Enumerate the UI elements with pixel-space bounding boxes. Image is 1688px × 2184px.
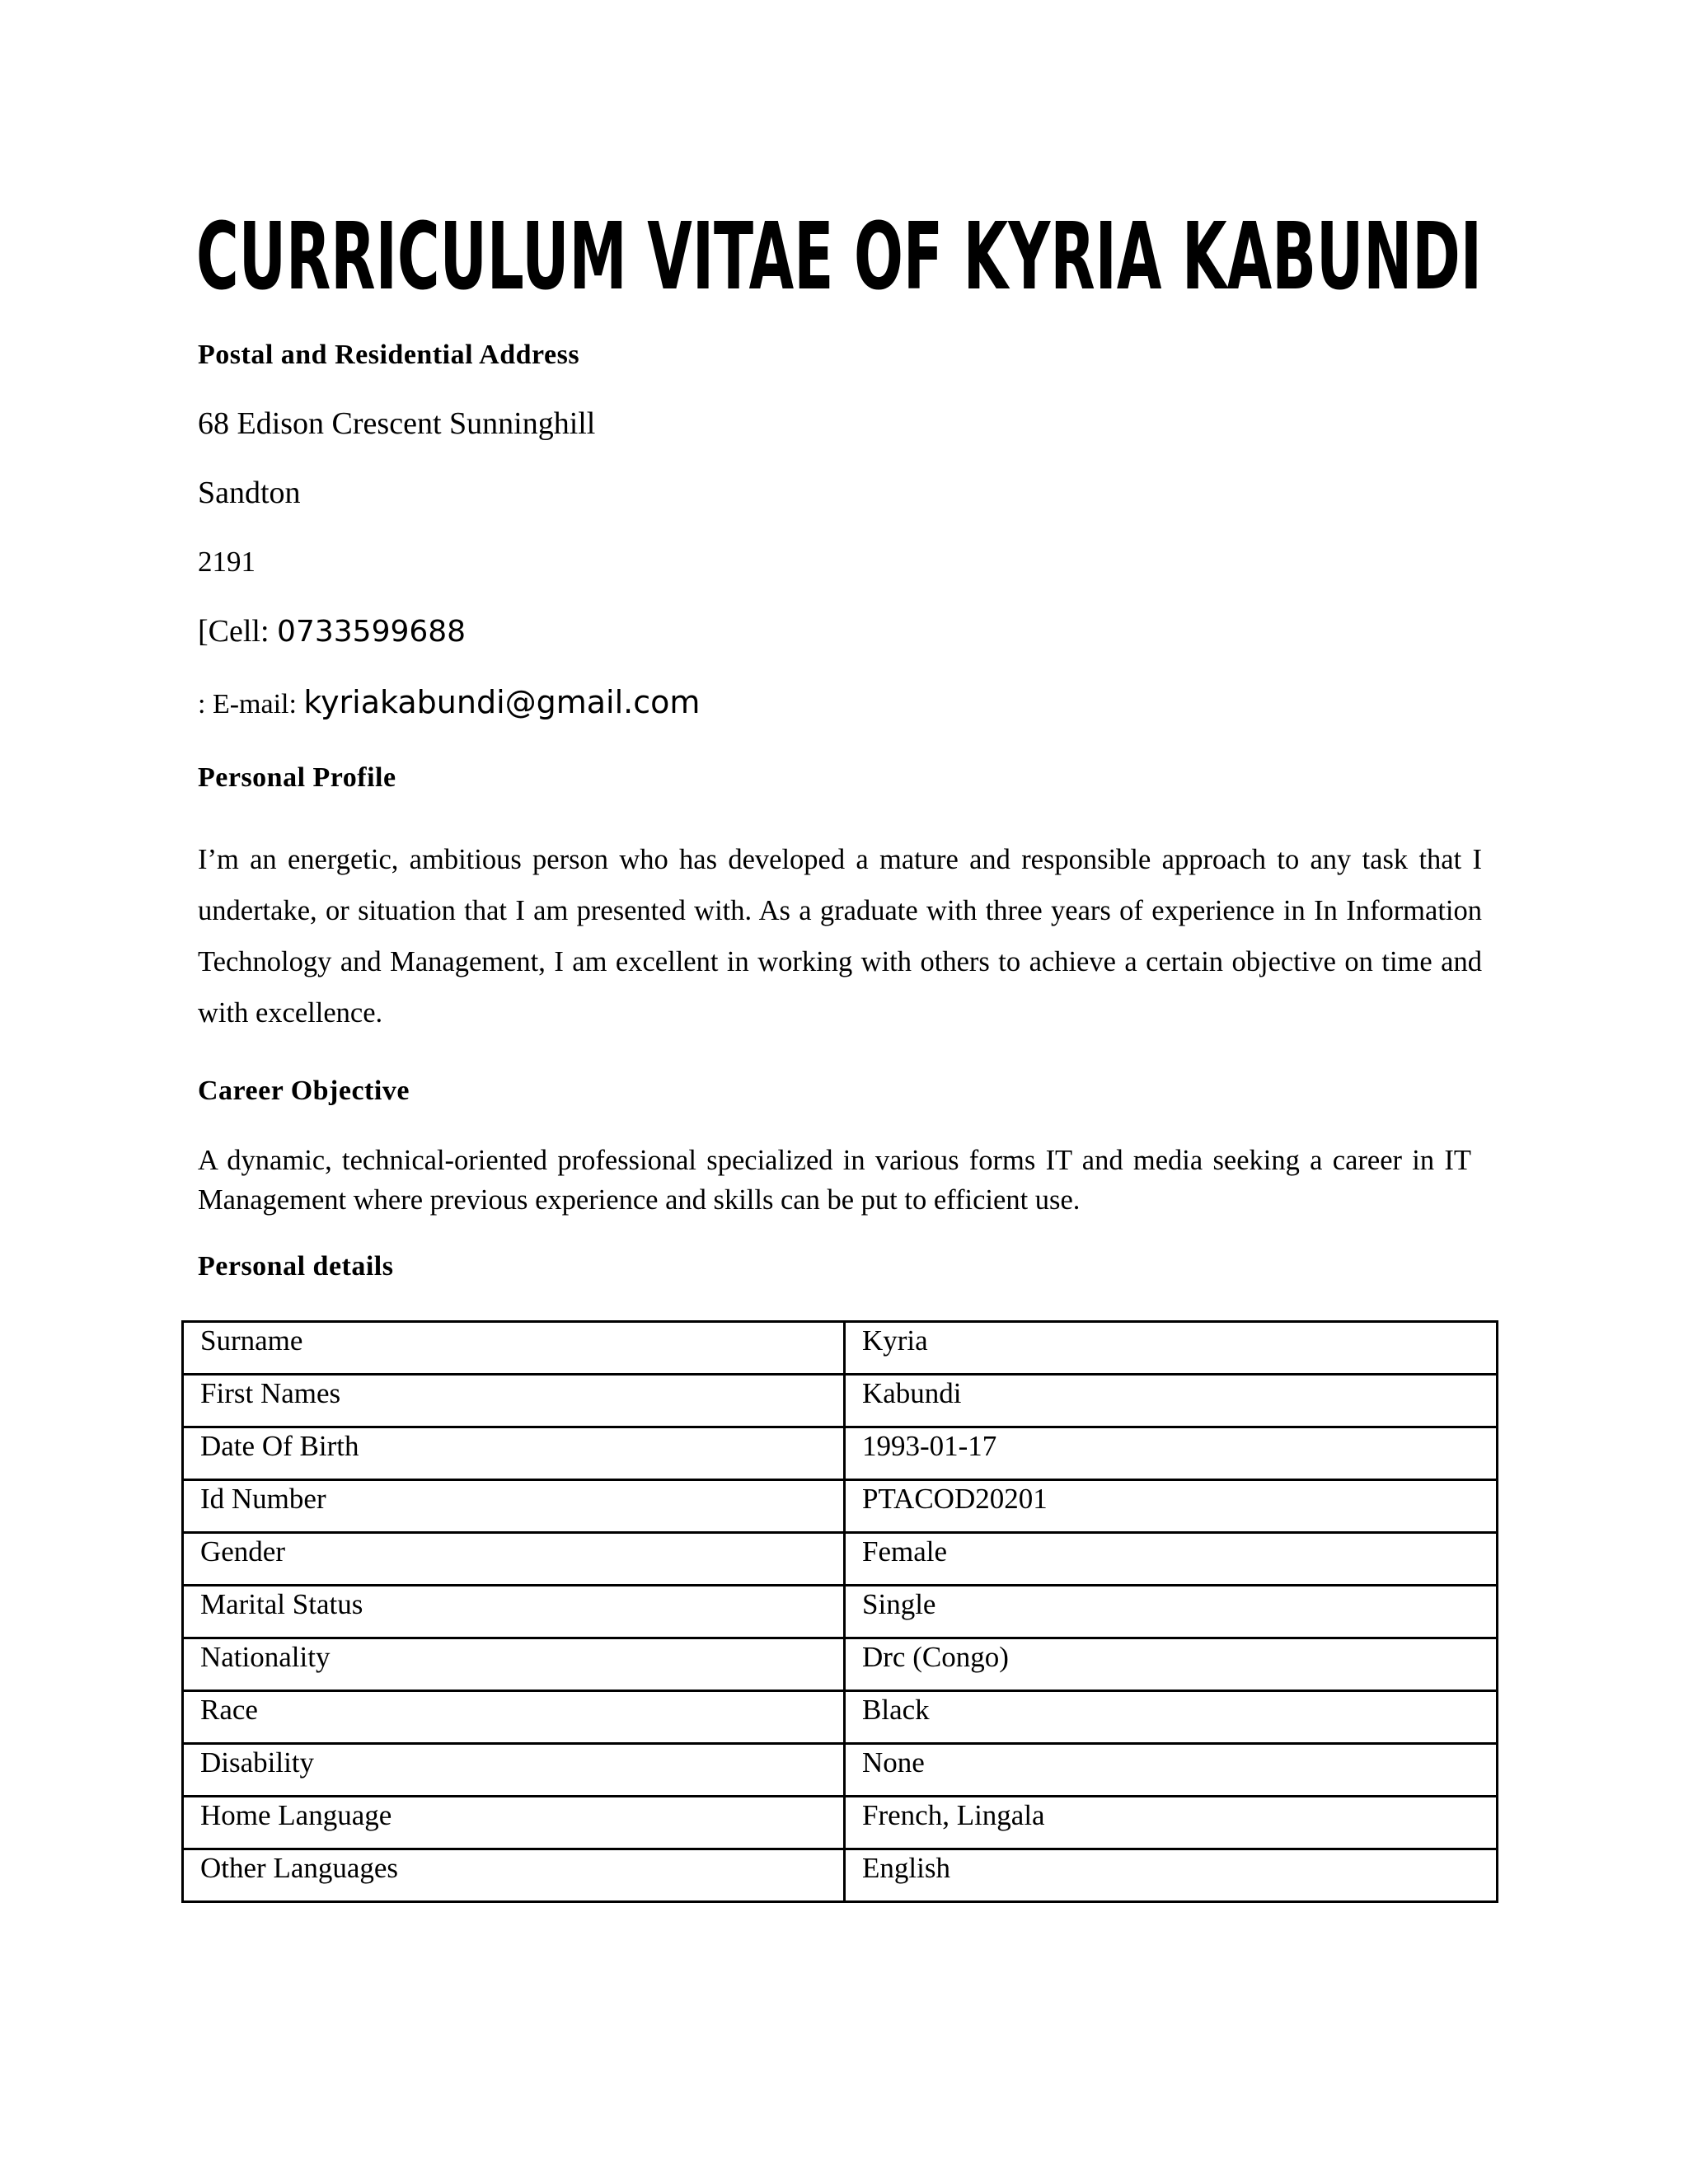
objective-text: A dynamic, technical-oriented professional specialized in various forms IT and media seeking a career in IT Management where previous experience and skills can be put to efficient use. [198,1145,1471,1216]
cv-title-art [196,191,1482,315]
cell-line [198,613,466,649]
details-value: Kyria [845,1322,1498,1375]
details-value: French, Lingala [845,1797,1498,1849]
details-row [183,1480,1498,1533]
details-row [183,1586,1498,1638]
details-heading: Personal details [198,1251,394,1282]
address-street: 68 Edison Crescent Sunninghill [198,406,596,441]
details-value: 1993-01-17 [845,1427,1498,1480]
details-row [183,1638,1498,1691]
details-label: Gender [183,1533,845,1586]
email-line [198,684,700,720]
cv-title-text: CURRICULUM VITAE OF KYRIA KABUNDI [196,204,1482,311]
details-label: Surname [183,1322,845,1375]
details-value: Female [845,1533,1498,1586]
address-heading: Postal and Residential Address [198,340,580,370]
details-row [183,1744,1498,1797]
personal-details-table [181,1320,1498,1903]
details-value: English [845,1849,1498,1902]
details-row [183,1375,1498,1427]
email-label: : E-mail: [198,689,304,719]
details-value: Black [845,1691,1498,1744]
profile-heading: Personal Profile [198,762,396,793]
details-label: Id Number [183,1480,845,1533]
details-label: Disability [183,1744,845,1797]
details-row [183,1533,1498,1586]
details-row [183,1797,1498,1849]
email-address: kyriakabundi@gmail.com [303,684,701,720]
profile-text: I’m an energetic, ambitious person who has developed a mature and responsible approach to any task that I undertake, or situation that I am presented with. As a graduate with three years of experience in In Information Technology and Management, I am excellent in working with others to achieve a certain objective on time and with excellence. [198,844,1482,1029]
cv-title [196,191,1482,315]
details-label: Home Language [183,1797,845,1849]
personal-details-body [183,1322,1498,1902]
address-postal-code: 2191 [198,546,256,578]
details-value: Drc (Congo) [845,1638,1498,1691]
details-row [183,1849,1498,1902]
details-value: Single [845,1586,1498,1638]
details-row [183,1427,1498,1480]
details-label: First Names [183,1375,845,1427]
details-label: Race [183,1691,845,1744]
details-label: Marital Status [183,1586,845,1638]
objective-heading: Career Objective [198,1076,410,1106]
details-label: Date Of Birth [183,1427,845,1480]
details-row [183,1322,1498,1375]
address-city: Sandton [198,476,301,510]
cell-label: [Cell: [198,614,278,649]
details-value: None [845,1744,1498,1797]
details-value: PTACOD20201 [845,1480,1498,1533]
details-label: Other Languages [183,1849,845,1902]
details-label: Nationality [183,1638,845,1691]
details-value: Kabundi [845,1375,1498,1427]
cell-number: 0733599688 [277,615,467,649]
details-row [183,1691,1498,1744]
